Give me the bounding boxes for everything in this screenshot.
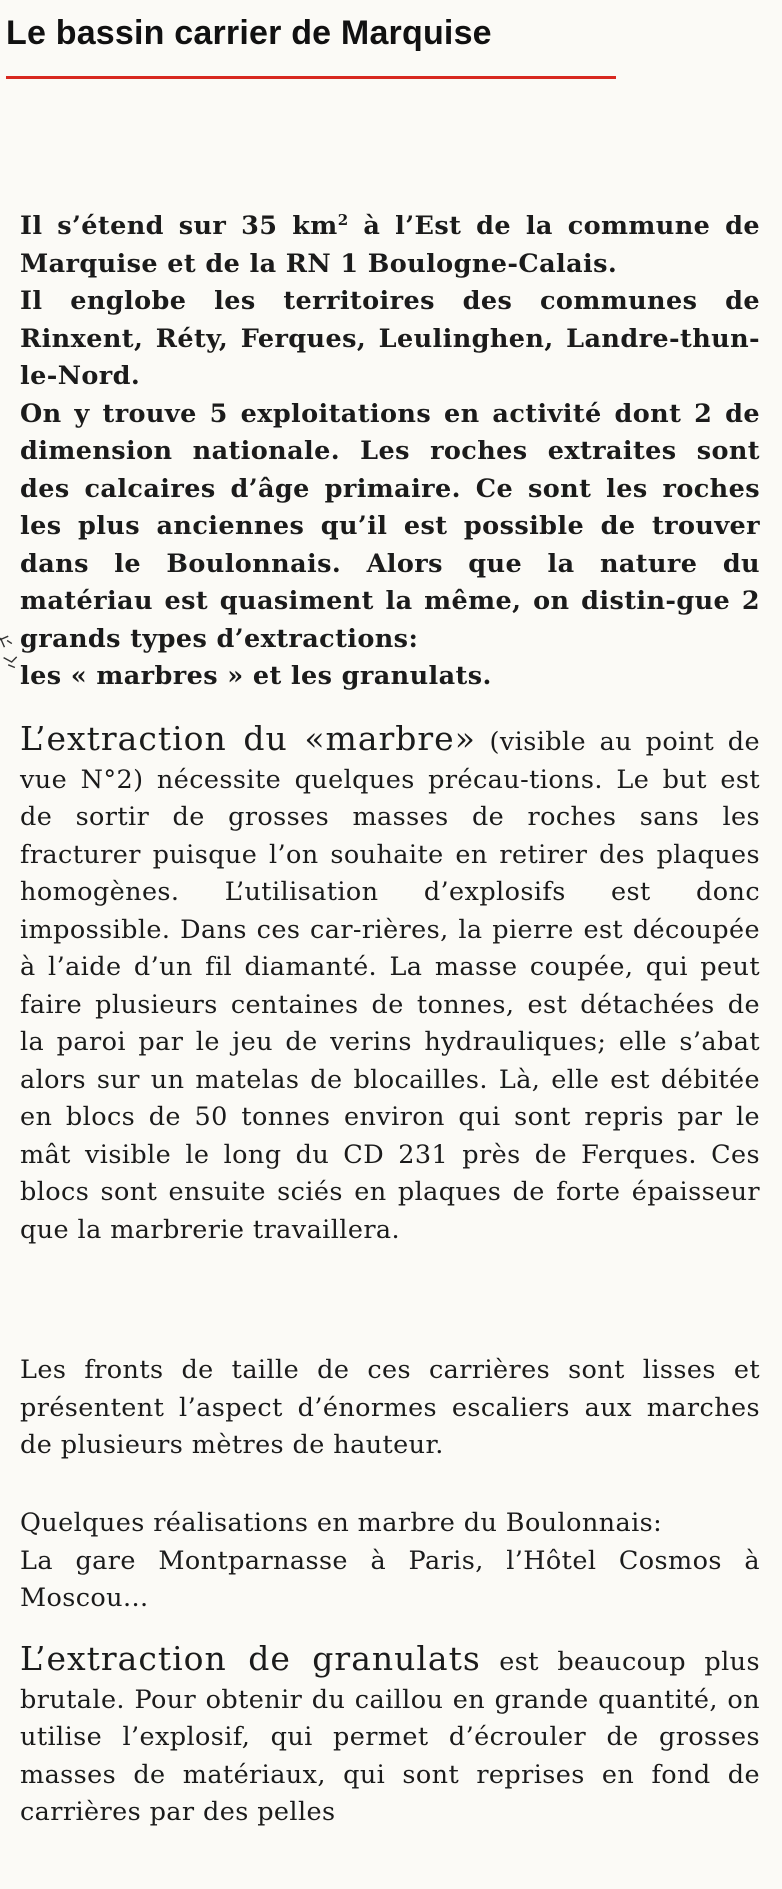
marbre-section [20, 720, 760, 1249]
intro-section [20, 208, 760, 696]
intro-paragraph-1 [20, 208, 760, 283]
title-underline [6, 76, 616, 79]
intro-paragraph-2: Il englobe les territoires des communes de Rinxent, Réty, Ferques, Leulinghen, Landre-thun-le-Nord. [20, 286, 760, 391]
page-title: Le bassin carrier de Marquise [6, 14, 492, 52]
marbre-heading: L’extraction du «marbre» [20, 719, 476, 758]
fronts-paragraph [20, 1352, 760, 1465]
granulats-section [20, 1640, 760, 1832]
granulats-body: est beaucoup plus brutale. Pour obtenir du caillou en grande quantité, on utilise l’explosif, qui permet d’écrouler de grosses masses de matériaux, qui sont reprises en fond de carrières par des pelles [20, 1647, 760, 1827]
marbre-body: (visible au point de vue N°2) nécessite quelques précau-tions. Le but est de sortir de grosses masses de roches sans les fracturer puisque l’on souhaite en retirer des plaques homogènes. L’utilisation d’explosifs est donc impossible. Dans ces car-rières, la pierre est découpée à l’aide d’un fil diamanté. La masse coupée, qui peut faire plusieurs centaines de tonnes, est détachées de la paroi par le jeu de verins hydrauliques; elle s’abat alors sur un matelas de blocailles. Là, elle est débitée en blocs de 50 tonnes environ qui sont repris par le mât visible le long du CD 231 près de Ferques. Ces blocs sont ensuite sciés en plaques de forte épaisseur que la marbrerie travaillera. [20, 727, 761, 1245]
realisations-line-2: La gare Montparnasse à Paris, l’Hôtel Cosmos à Moscou... [20, 1545, 760, 1613]
intro-line1-pre: Il s’étend sur 35 km [20, 211, 338, 241]
realisations-paragraph [20, 1505, 760, 1618]
intro-paragraph-4: les « marbres » et les granulats. [20, 661, 492, 691]
granulats-heading: L’extraction de granulats [20, 1639, 481, 1678]
intro-line1-post: à l’Est de la commune de Marquise et de la RN 1 Boulogne-Calais. [20, 211, 760, 279]
superscript-2: 2 [337, 211, 349, 229]
fronts-text: Les fronts de taille de ces carrières sont lisses et présentent l’aspect d’énormes escaliers aux marches de plusieurs mètres de hauteur. [20, 1355, 760, 1460]
realisations-line-1: Quelques réalisations en marbre du Boulonnais: [20, 1508, 663, 1538]
intro-paragraph-3: On y trouve 5 exploitations en activité dont 2 de dimension nationale. Les roches extraites sont des calcaires d’âge primaire. Ce sont les roches les plus anciennes qu’il est possible de trouver dans le Boulonnais. Alors que la nature du matériau est quasiment la même, on distin-gue 2 grands types d’extractions: [20, 398, 760, 654]
